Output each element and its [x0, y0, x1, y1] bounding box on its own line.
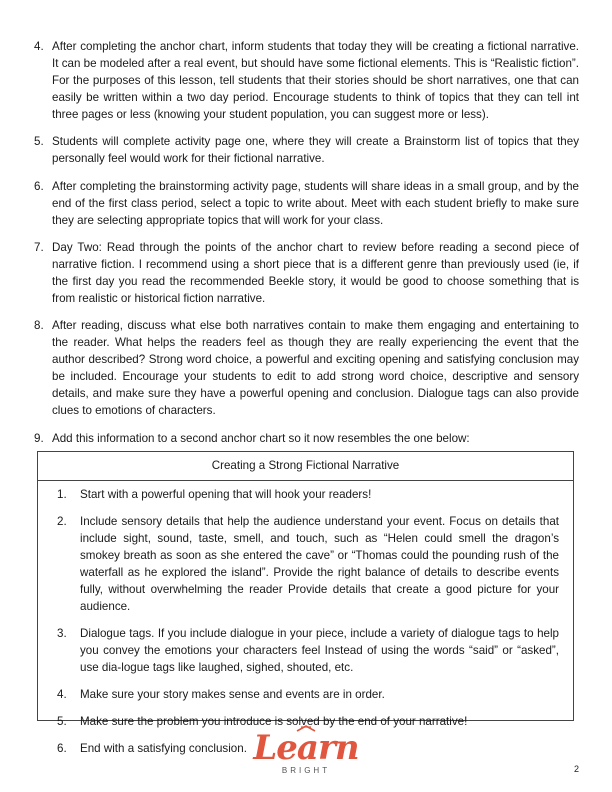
step-text: After completing the brainstorming activity page, students will share ideas in a small group, and by the end of the first class period, select a topic to write about. Meet with each student briefly to make sure they are selecting appropriate topics that will work for your class.	[52, 180, 579, 227]
chart-item	[57, 686, 559, 703]
step-item	[34, 239, 579, 307]
logo-wordmark: Learn	[253, 728, 359, 768]
instruction-steps	[34, 38, 579, 447]
chart-item-text: Dialogue tags. If you include dialogue in your piece, include a variety of dialogue tags to help you convey the emotions your characters feel Instead of using the words “said” or “asked”, use dia-logue tags like laughed, sighed, shouted, etc.	[80, 627, 559, 674]
anchor-chart-list	[38, 486, 573, 757]
step-item	[34, 430, 579, 447]
step-number: 5.	[34, 135, 44, 148]
step-text: Day Two: Read through the points of the anchor chart to review before reading a second piece of narrative fiction. I recommend using a short piece that is a different genre than previously used (ie, if the first day you read the recommended Beekle story, it would be good to choose something that is from realistic or historical fiction narrative.	[52, 241, 579, 305]
chart-item-number: 6.	[57, 742, 67, 755]
chart-item-number: 5.	[57, 715, 67, 728]
step-number: 6.	[34, 180, 44, 193]
step-item	[34, 317, 579, 419]
chart-item-number: 2.	[57, 515, 67, 528]
step-item	[34, 178, 579, 229]
step-text: After reading, discuss what else both narratives contain to make them engaging and entertaining to the reader. What helps the readers feel as though they are really experiencing the event that the author described? Strong word choice, a powerful and exciting opening and satisfying conclusion may be included. Encourage your students to edit to add strong word choice, descriptive and sensory details, and make sure they have a powerful opening and conclusion. Dialogue tags can also provide clues to emotions of characters.	[52, 319, 579, 417]
page-number: 2	[574, 764, 580, 774]
chart-item-number: 4.	[57, 688, 67, 701]
step-text: Students will complete activity page one, where they will create a Brainstorm list of topics that they personally feel would work for their fictional narrative.	[52, 135, 579, 165]
learn-bright-logo	[246, 725, 366, 785]
step-text: Add this information to a second anchor chart so it now resembles the one below:	[52, 432, 470, 445]
step-number: 8.	[34, 319, 44, 332]
step-item	[34, 133, 579, 167]
step-number: 4.	[34, 40, 44, 53]
chart-item-text: Start with a powerful opening that will hook your readers!	[80, 488, 372, 501]
chart-item-number: 1.	[57, 488, 67, 501]
anchor-chart-title: Creating a Strong Fictional Narrative	[38, 452, 573, 481]
step-number: 9.	[34, 432, 44, 445]
chart-item-number: 3.	[57, 627, 67, 640]
step-text: After completing the anchor chart, inform students that today they will be creating a fictional narrative. It can be modeled after a real event, but should have some fictional elements. This is “Realistic fiction”. For the purposes of this lesson, tell students that their stories should be short narratives, one that can easily be written within a two day period. Encourage students to think of topics that they can tell int three pages or less (knowing your student population, you can suggest more or less).	[52, 40, 579, 121]
chart-item	[57, 513, 559, 615]
chart-item	[57, 486, 559, 503]
chart-item-text: End with a satisfying conclusion.	[80, 742, 247, 755]
chart-item-text: Include sensory details that help the audience understand your event. Focus on details that include sight, sound, taste, smell, and touch, such as “Helen could smell the dragon’s smokey breath as soon as she entered the cave” or “Thomas could the pounding rush of the waterfall as he explored the island”. Provide the right balance of details to describe events fully, without overwhelming the reader Provide details that create a good picture for your audience.	[80, 515, 559, 613]
step-item	[34, 38, 579, 123]
logo-subtitle: BRIGHT	[281, 766, 331, 775]
chart-item-text: Make sure the problem you introduce is solved by the end of your narrative!	[80, 715, 468, 728]
chart-item-text: Make sure your story makes sense and events are in order.	[80, 688, 385, 701]
chart-item	[57, 625, 559, 676]
step-number: 7.	[34, 241, 44, 254]
